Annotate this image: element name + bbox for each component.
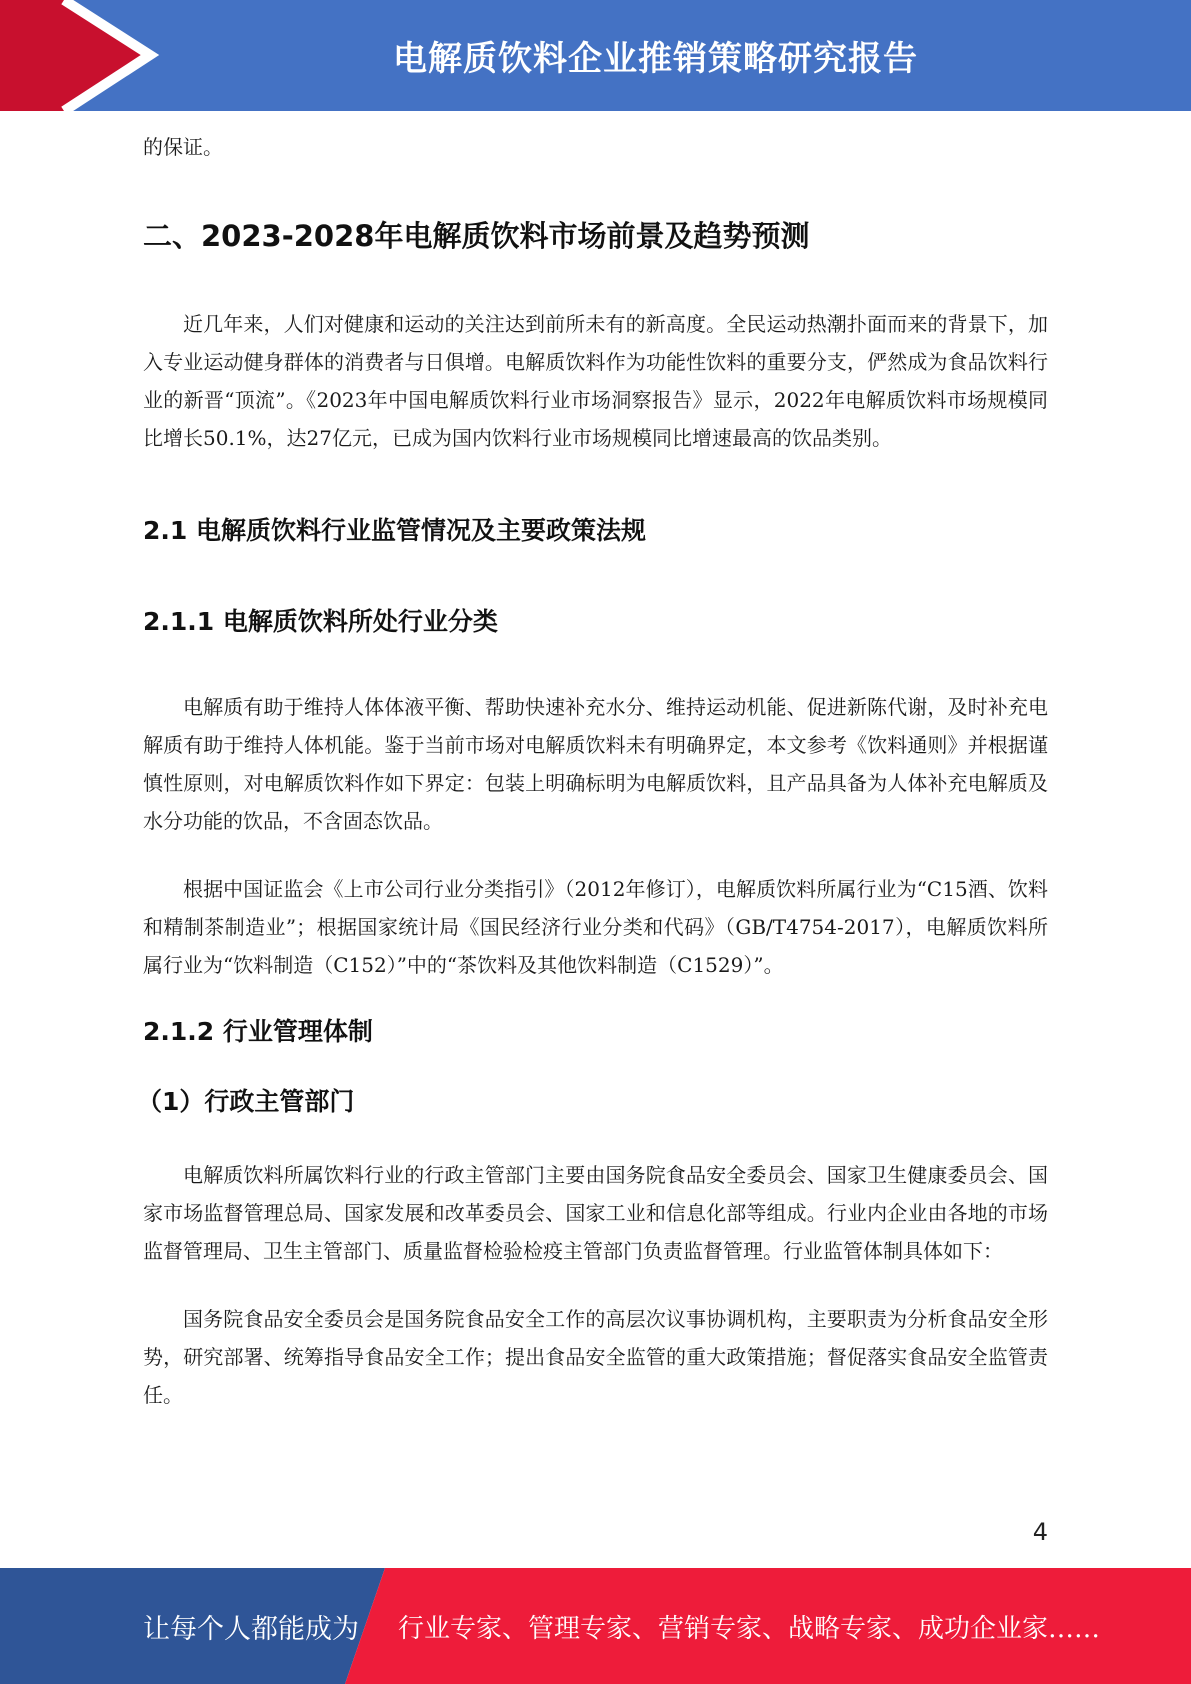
section-2-title: 二、2023-2028年电解质饮料市场前景及趋势预测	[143, 219, 810, 253]
page-number: 4	[1032, 1518, 1048, 1546]
subsection-1-paragraph-2: 国务院食品安全委员会是国务院食品安全工作的高层次议事协调机构，主要职责为分析食品安全形势，研究部署、统筹指导食品安全工作；提出食品安全监管的重大政策措施；督促落实食品安全监管责任。	[143, 1307, 1048, 1407]
section-2-1-2-title: 2.1.2 行业管理体制	[143, 1017, 373, 1046]
section-2-1-1-paragraph-2: 根据中国证监会《上市公司行业分类指引》（2012年修订），电解质饮料所属行业为“C15酒、饮料和精制茶制造业”；根据国家统计局《国民经济行业分类和代码》（GB/T4754-2017），电解质饮料所属行业为“饮料制造（C152）”中的“茶饮料及其他饮料制造（C1529）”。	[143, 877, 1048, 977]
subsection-1-paragraph-1: 电解质饮料所属饮料行业的行政主管部门主要由国务院食品安全委员会、国家卫生健康委员会、国家市场监督管理总局、国家发展和改革委员会、国家工业和信息化部等组成。行业内企业由各地的市场监督管理局、卫生主管部门、质量监督检验检疫主管部门负责监督管理。行业监管体制具体如下：	[143, 1163, 1048, 1263]
footer-slogan-left: 让每个人都能成为	[143, 1613, 359, 1645]
footer-slogan-right: 行业专家、管理专家、营销专家、战略专家、成功企业家……	[398, 1613, 1101, 1644]
section-2-1-1-title: 2.1.1 电解质饮料所处行业分类	[143, 607, 498, 636]
subsection-1-title: （1）行政主管部门	[137, 1087, 355, 1116]
header-title: 电解质饮料企业推销策略研究报告	[393, 39, 918, 79]
section-2-1-title: 2.1 电解质饮料行业监管情况及主要政策法规	[143, 516, 646, 545]
document-body	[137, 128, 1048, 1414]
page-header	[0, 0, 1191, 111]
page-footer	[0, 1568, 1191, 1684]
section-2-1-1-paragraph-1: 电解质有助于维持人体体液平衡、帮助快速补充水分、维持运动机能、促进新陈代谢，及时补充电解质有助于维持人体机能。鉴于当前市场对电解质饮料未有明确界定，本文参考《饮料通则》并根据谨慎性原则，对电解质饮料作如下界定：包装上明确标明为电解质饮料，且产品具备为人体补充电解质及水分功能的饮品，不含固态饮品。	[143, 695, 1048, 833]
continuation-text: 的保证。	[143, 135, 223, 159]
section-2-paragraph: 近几年来，人们对健康和运动的关注达到前所未有的新高度。全民运动热潮扑面而来的背景下，加入专业运动健身群体的消费者与日俱增。电解质饮料作为功能性饮料的重要分支，俨然成为食品饮料行业的新晋“顶流”。《2023年中国电解质饮料行业市场洞察报告》显示，2022年电解质饮料市场规模同比增长50.1%，达27亿元，已成为国内饮料行业市场规模同比增速最高的饮品类别。	[143, 312, 1048, 450]
